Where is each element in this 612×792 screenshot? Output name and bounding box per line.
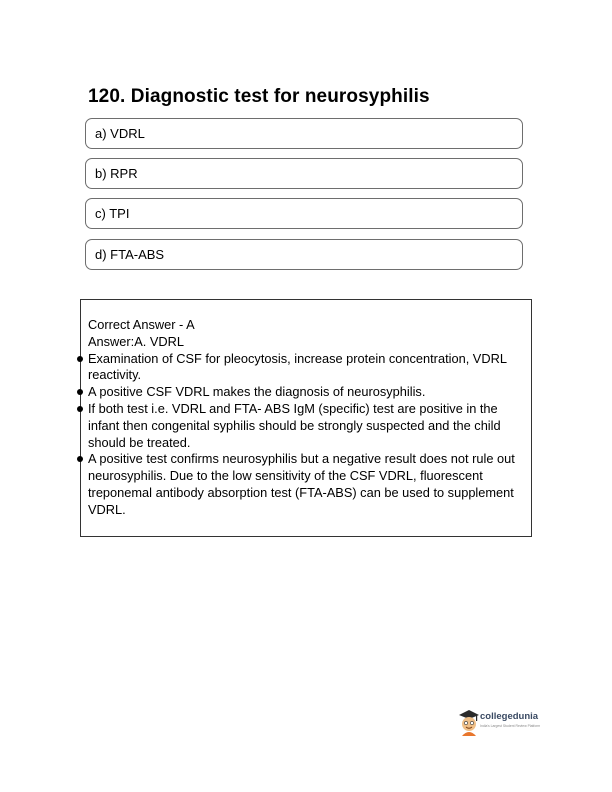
question-title: 120. Diagnostic test for neurosyphilis (88, 86, 430, 107)
list-item (88, 351, 524, 385)
answer-box (80, 299, 532, 537)
bullet-icon (77, 406, 83, 412)
option-d[interactable]: d) FTA-ABS (85, 239, 523, 270)
collegedunia-logo (458, 709, 558, 741)
option-c[interactable]: c) TPI (85, 198, 523, 229)
logo-tagline: India's Largest Student Review Platform (480, 724, 541, 728)
list-item-text: A positive CSF VDRL makes the diagnosis of neurosyphilis. (88, 384, 426, 400)
list-item-text: If both test i.e. VDRL and FTA- ABS IgM (specific) test are positive in the infant then congenital syphilis should be strongly suspected and the child should be treated. (88, 400, 501, 450)
bullet-icon (77, 389, 83, 395)
answer-line: Answer:A. VDRL (88, 333, 185, 349)
bullet-icon (77, 356, 83, 362)
list-item-text: A positive test confirms neurosyphilis but a negative result does not rule out neurosyphilis. Due to the low sensitivity of the CSF VDRL, fluorescent treponemal antibody absorption test (FTA-ABS) can be used to supplement VDRL. (88, 451, 515, 517)
answer-content (88, 317, 524, 519)
list-item (88, 401, 524, 451)
logo-name: collegedunia (480, 711, 539, 722)
correct-answer: Correct Answer - A (88, 317, 195, 332)
list-item (88, 384, 524, 401)
option-a[interactable]: a) VDRL (85, 118, 523, 149)
mascot-icon (458, 709, 480, 737)
list-item (88, 451, 524, 518)
bullet-icon (77, 456, 83, 462)
list-item-text: Examination of CSF for pleocytosis, increase protein concentration, VDRL reactivity. (88, 350, 507, 383)
option-b[interactable]: b) RPR (85, 158, 523, 189)
explanation-list (88, 351, 524, 519)
